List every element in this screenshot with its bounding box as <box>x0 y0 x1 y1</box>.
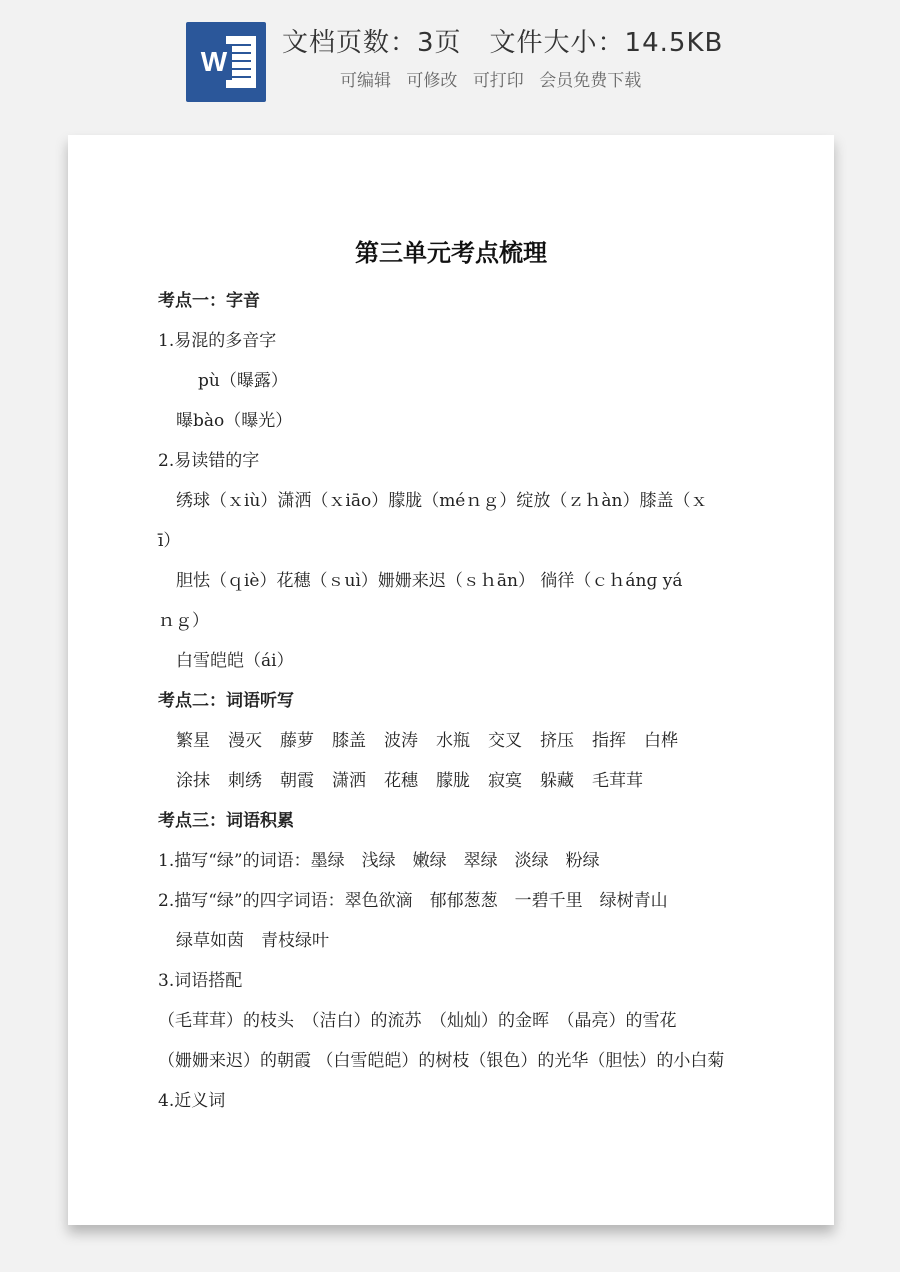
feature-printable: 可打印 <box>472 71 524 91</box>
page-header <box>0 0 900 130</box>
document-page <box>68 135 834 1225</box>
vocab-synonyms: 4.近义词 <box>158 1091 226 1111</box>
misread-line-2: 胆怯（ｑiè）花穗（ｓuì）姗姗来迟（ｓｈān） 徜徉（ｃｈánɡ yá <box>176 571 683 591</box>
word: 躲藏 <box>540 771 574 791</box>
section-heading-vocabulary: 考点三：词语积累 <box>158 811 294 831</box>
word: 挤压 <box>540 731 574 751</box>
word: 漫灭 <box>228 731 262 751</box>
feature-member-download: 会员免费下载 <box>539 71 642 91</box>
vocab-collocation: 3.词语搭配 <box>158 971 243 991</box>
word: 刺绣 <box>228 771 262 791</box>
item-misread: 2.易读错的字 <box>158 451 260 471</box>
word-document-icon <box>186 22 266 102</box>
word: 指挥 <box>592 731 626 751</box>
section-heading-dictation: 考点二：词语听写 <box>158 691 294 711</box>
word: 朝霞 <box>280 771 314 791</box>
word-letter: W <box>196 44 232 80</box>
word: 潇洒 <box>332 771 366 791</box>
word: 花穗 <box>384 771 418 791</box>
vocab-green-words: 1.描写“绿”的词语：墨绿 浅绿 嫩绿 翠绿 淡绿 粉绿 <box>158 851 600 871</box>
word: 繁星 <box>176 731 210 751</box>
item-polyphonic-b: 曝bào（曝光） <box>176 411 293 431</box>
dictation-row-2 <box>176 766 661 791</box>
item-polyphonic-a: pù（曝露） <box>198 371 288 391</box>
collocation-line-2: （姗姗来迟）的朝霞 （白雪皑皑）的树枝（银色）的光华（胆怯）的小白菊 <box>158 1051 725 1071</box>
vocab-green-idioms-cont: 绿草如茵 青枝绿叶 <box>176 931 329 951</box>
word: 水瓶 <box>436 731 470 751</box>
dictation-row-1 <box>176 726 696 751</box>
vocab-green-idioms: 2.描写“绿”的四字词语：翠色欲滴 郁郁葱葱 一碧千里 绿树青山 <box>158 891 668 911</box>
misread-line-2-cont: ｎｇ） <box>158 611 209 631</box>
misread-line-3: 白雪皑皑（ái） <box>176 651 294 671</box>
word: 白桦 <box>644 731 678 751</box>
word: 藤萝 <box>280 731 314 751</box>
feature-list <box>340 66 651 91</box>
section-heading-pronunciation: 考点一：字音 <box>158 291 260 311</box>
document-title: 第三单元考点梳理 <box>355 238 547 267</box>
file-info <box>282 22 751 59</box>
feature-modifiable: 可修改 <box>406 71 458 91</box>
word: 朦胧 <box>436 771 470 791</box>
collocation-line-1: （毛茸茸）的枝头 （洁白）的流苏 （灿灿）的金晖 （晶亮）的雪花 <box>158 1011 677 1031</box>
misread-line-1-cont: ī） <box>158 531 181 551</box>
word: 毛茸茸 <box>592 771 643 791</box>
word: 涂抹 <box>176 771 210 791</box>
page-count: 文档页数：3页 <box>282 28 462 58</box>
file-size: 文件大小：14.5KB <box>489 28 724 58</box>
word: 波涛 <box>384 731 418 751</box>
feature-editable: 可编辑 <box>340 71 391 91</box>
word: 膝盖 <box>332 731 366 751</box>
word: 寂寞 <box>488 771 522 791</box>
misread-line-1: 绣球（ｘiù）潇洒（ｘiāo）朦胧（méｎｇ）绽放（ｚｈàn）膝盖（ｘ <box>176 491 708 511</box>
item-polyphonic: 1.易混的多音字 <box>158 331 277 351</box>
word: 交叉 <box>488 731 522 751</box>
